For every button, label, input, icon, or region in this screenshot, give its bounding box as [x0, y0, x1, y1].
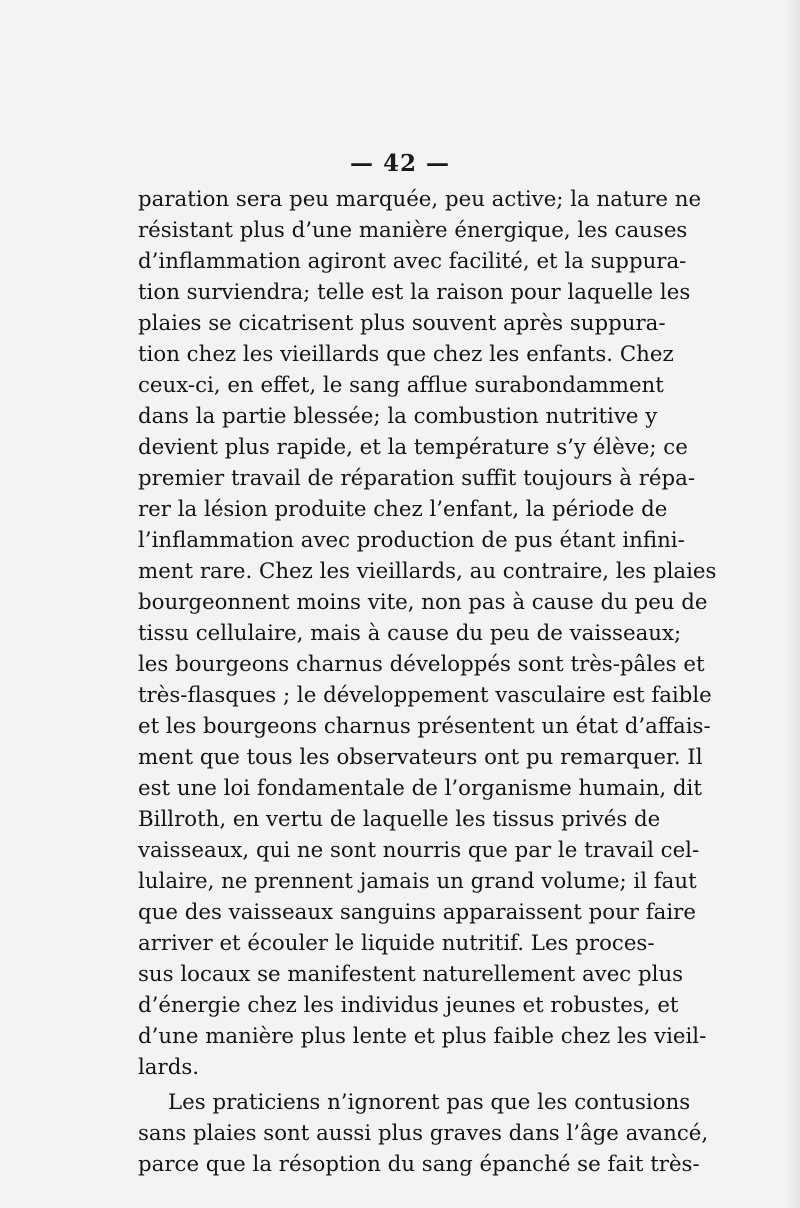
- text-line: dans la partie blessée; la combustion nutritive y: [138, 404, 658, 429]
- text-line: est une loi fondamentale de l’organisme humain, dit: [138, 776, 702, 801]
- text-line: tion surviendra; telle est la raison pour laquelle les: [138, 280, 691, 305]
- text-line: lards.: [138, 1055, 200, 1080]
- text-line: lulaire, ne prennent jamais un grand volume; il faut: [138, 869, 697, 894]
- text-line: ment que tous les observateurs ont pu remarquer. Il: [138, 745, 703, 770]
- text-line: ceux-ci, en effet, le sang afflue surabondamment: [138, 373, 664, 398]
- text-line: parce que la résoption du sang épanché se fait très-: [138, 1152, 700, 1177]
- text-line: Billroth, en vertu de laquelle les tissus privés de: [138, 807, 661, 832]
- page-number: — 42 —: [349, 150, 451, 177]
- text-line: très-flasques ; le développement vasculaire est faible: [138, 683, 712, 708]
- text-line: premier travail de réparation suffit toujours à répa-: [138, 466, 696, 491]
- text-line: d’inflammation agiront avec facilité, et la suppura-: [138, 249, 687, 274]
- text-line: plaies se cicatrisent plus souvent après suppura-: [138, 311, 666, 336]
- body-text: [138, 184, 717, 1180]
- text-line: tion chez les vieillards que chez les enfants. Chez: [138, 342, 674, 367]
- text-line: et les bourgeons charnus présentent un état d’affais-: [138, 714, 711, 739]
- text-line: l’inflammation avec production de pus étant infini-: [138, 528, 685, 553]
- text-line: paration sera peu marquée, peu active; la nature ne: [138, 187, 702, 212]
- text-line: ment rare. Chez les vieillards, au contraire, les plaies: [138, 559, 717, 584]
- text-line: d’une manière plus lente et plus faible chez les vieil-: [138, 1024, 707, 1049]
- text-line: tissu cellulaire, mais à cause du peu de vaisseaux;: [138, 621, 682, 646]
- text-line: les bourgeons charnus développés sont très-pâles et: [138, 652, 705, 677]
- text-line: d’énergie chez les individus jeunes et robustes, et: [138, 993, 679, 1018]
- text-line: résistant plus d’une manière énergique, les causes: [138, 218, 688, 243]
- paragraph-first-line: Les praticiens n’ignorent pas que les contusions: [168, 1090, 691, 1115]
- text-line: vaisseaux, qui ne sont nourris que par le travail cel-: [138, 838, 700, 863]
- page-edge-shadow: [786, 0, 800, 1208]
- text-line: sans plaies sont aussi plus graves dans l’âge avancé,: [138, 1121, 709, 1146]
- text-line: devient plus rapide, et la température s’y élève; ce: [138, 435, 688, 460]
- text-line: bourgeonnent moins vite, non pas à cause du peu de: [138, 590, 708, 615]
- text-line: que des vaisseaux sanguins apparaissent pour faire: [138, 900, 696, 925]
- text-line: rer la lésion produite chez l’enfant, la période de: [138, 497, 668, 522]
- text-line: sus locaux se manifestent naturellement avec plus: [138, 962, 684, 987]
- text-line: arriver et écouler le liquide nutritif. Les proces-: [138, 931, 655, 956]
